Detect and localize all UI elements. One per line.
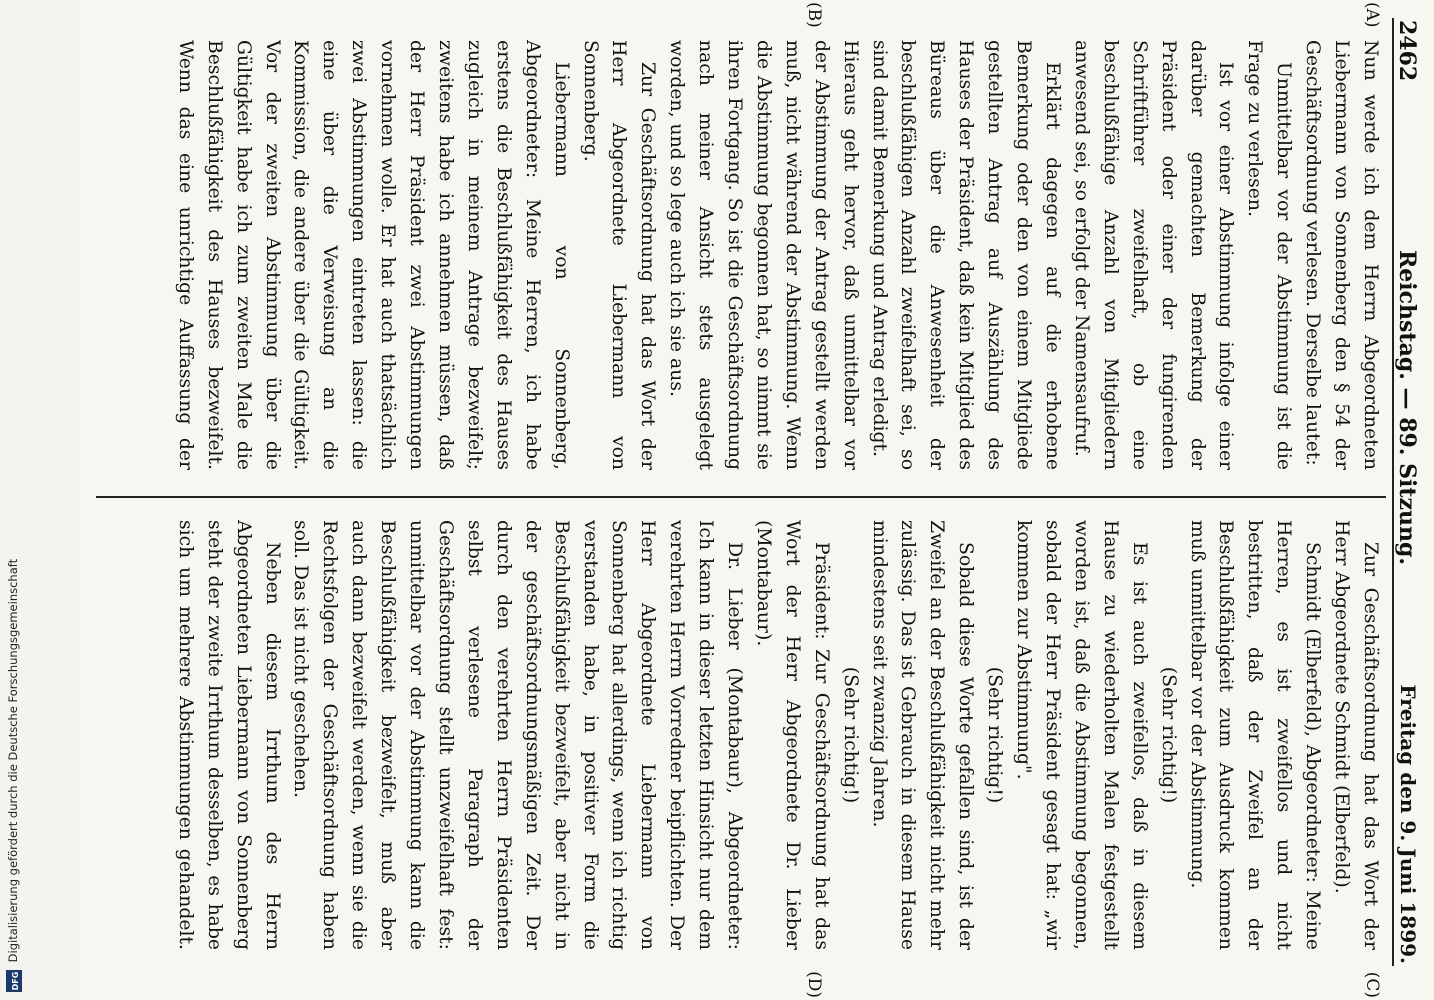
header-rule: [1392, 18, 1394, 966]
speech-paragraph: Dr. Lieber (Montabaur), Abgeordneter: Ich kann in dieser letzten Hinsicht nur dem verehrten Herrn Vorredner beipflichten. Der Herr Abgeordnete Liebermann von Sonnenberg hat allerdings, wenn ich richtig verstanden habe, in positiver Form die Beschlußfähigkeit bezweifelt, aber nicht in der geschäftsordnungsmäßigen Zeit. Der durch den verehrten Herrn Präsidenten selbst verlesene Paragraph der Geschäftsordnung stellt unzweifelhaft fest: unmittelbar vor der Abstimmung kann die Beschlußfähigkeit bezweifelt, muß aber auch dann bezweifelt werden, wenn sie die Rechtsfolgen der Geschäftsordnung haben soll. Das ist nicht geschehen.: [290, 520, 746, 950]
interjection: (Sehr richtig!): [839, 666, 861, 804]
credit-text: Digitalisierung gefördert durch die Deutsche Forschungsgemeinschaft: [6, 558, 20, 963]
paragraph: Es ist auch zweifellos, daß in diesem Hause zu wiederholten Malen festgestellt worden ist, daß die Abstimmung begonnen, sobald der Herr Präsident gesagt hat: „wir kommen zur Abstimmung".: [1013, 520, 1150, 950]
rotated-document-page: [79, 0, 1434, 1000]
page-header: [1392, 20, 1426, 964]
paragraph: Nun werde ich dem Herrn Abgeordneten Liebermann von Sonnenberg den § 54 der Geschäftsordnung verlesen. Derselbe lautet:: [1302, 40, 1381, 470]
paragraph: Sobald diese Worte gefallen sind, ist der Zweifel an der Beschlußfähigkeit nicht mehr zulässig. Das ist Gebrauch in diesem Hause mindestens seit zwanzig Jahren.: [868, 520, 977, 950]
paragraph: Hieraus geht hervor, daß unmittelbar vor der Abstimmung der Antrag gestellt werden muß, nicht während der Abstimmung. Wenn die Abstimmung begonnen hat, so nimmt sie ihren Fortgang. So ist die Geschäftsordnung nach meiner Ansicht stets ausgelegt worden, und so lege auch ich sie aus.: [666, 40, 861, 470]
page-number: 2462: [1394, 20, 1420, 82]
session-date: Freitag den 9. Juni 1899.: [1396, 684, 1420, 964]
quoted-paragraph: Ist vor einer Abstimmung infolge einer darüber gemachten Bemerkung der Präsident oder einer der fungirenden Schriftführer zweifelhaft, ob eine beschlußfähige Anzahl von Mitgliedern anwesend sei, so erfolgt der Namensaufruf.: [1070, 40, 1237, 470]
margin-marker-a: (A): [1362, 2, 1382, 28]
speech-paragraph: Präsident: Zur Geschäftsordnung hat das Wort der Herr Abgeordnete Dr. Lieber (Montabaur).: [752, 520, 832, 950]
speech-paragraph: Liebermann von Sonnenberg, Abgeordneter: Meine Herren, ich habe erstens die Beschlußfähigkeit des Hauses zugleich in meinem Antrage bezweifelt; zweitens habe ich annehmen müssen, daß der Herr Präsident zwei Abstimmungen vornehmen wolle. Er hat auch thatsächlich zwei Abstimmungen eintreten lassen: die eine über die Verweisung an die Kommission, die andere über die Gültigkeit. Vor der zweiten Abstimmung über die Gültigkeit habe ich zum zweiten Male die Beschlußfähigkeit des Hauses bezweifelt. Wenn das eine unrichtige Auffassung der: [174, 40, 572, 470]
column-divider: [96, 496, 1386, 498]
speech-paragraph: Schmidt (Elberfeld), Abgeordneter: Meine Herren, es ist zweifellos und nicht bestritten, daß der Zweifel an der Beschlußfähigkeit zum Ausdruck kommen muß unmittelbar vor der Abstimmung.: [1186, 520, 1324, 950]
margin-marker-c: (C): [1362, 971, 1382, 998]
left-column: [174, 40, 1384, 470]
dfg-logo-icon: [6, 970, 22, 992]
running-head: Reichstag. — 89. Sitzung.: [1394, 250, 1420, 566]
paragraph: Zur Geschäftsordnung hat das Wort der Herr Abgeordnete Liebermann von Sonnenberg.: [579, 40, 659, 470]
quoted-paragraph: Unmittelbar vor der Abstimmung ist die Frage zu verlesen.: [1244, 40, 1295, 470]
dfg-logo-text: DFG: [10, 971, 20, 991]
digitization-credit: [2, 558, 28, 992]
credit-line: [2, 558, 24, 992]
interjection: (Sehr richtig!): [1157, 666, 1179, 804]
paragraph: Zur Geschäftsordnung hat das Wort der Herr Abgeordnete Schmidt (Elberfeld).: [1331, 520, 1381, 950]
margin-marker-d: (D): [804, 971, 824, 998]
right-column: [174, 520, 1384, 950]
quoted-paragraph: Erklärt dagegen auf die erhobene Bemerkung oder den von einem Mitgliede gestellten Antrag auf Auszählung des Hauses der Präsident, daß kein Mitglied des Büreaus über die Anwesenheit der beschlußfähigen Anzahl zweifelhaft sei, so sind damit Bemerkung und Antrag erledigt.: [868, 40, 1064, 470]
interjection: (Sehr richtig!): [984, 666, 1006, 804]
paragraph: Neben diesem Irrthum des Herrn Abgeordneten Liebermann von Sonnenberg steht der zweite Irrthum desselben, es habe sich um mehrere Abstimmungen gehandelt.: [174, 520, 283, 950]
margin-marker-b: (B): [804, 2, 824, 28]
